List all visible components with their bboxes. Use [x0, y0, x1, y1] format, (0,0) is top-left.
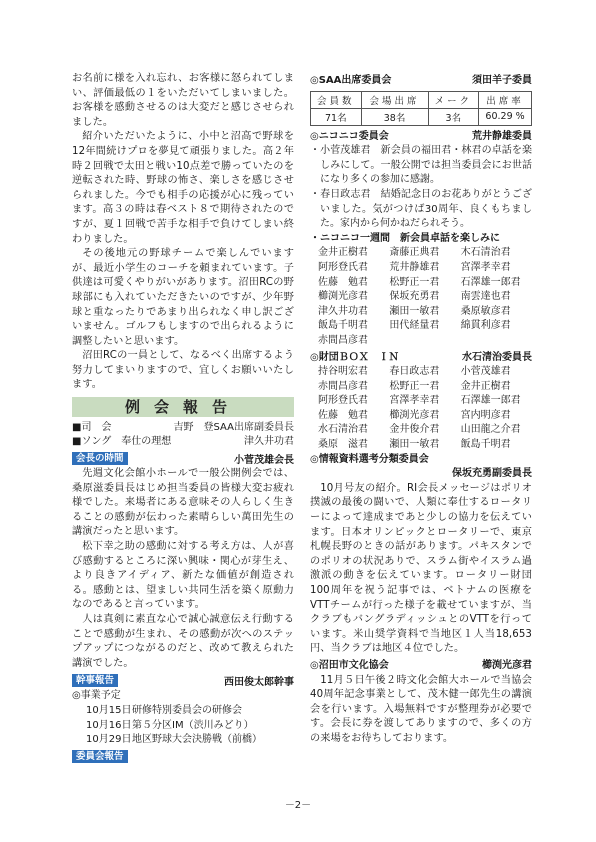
niko-heading	[310, 130, 532, 145]
report-band-heading: 例会報告	[72, 397, 294, 417]
name-entry: 桑原 滋君	[318, 439, 368, 451]
right-column	[310, 72, 532, 747]
name-entry: 櫛渕光彦君	[318, 291, 368, 303]
attendance-header-cell: 出席率	[479, 91, 532, 108]
name-entry: 佐藤 勉君	[318, 409, 368, 421]
committee-header	[72, 750, 294, 763]
box-heading	[310, 351, 532, 366]
culture-heading	[310, 659, 532, 674]
song-row	[72, 435, 294, 449]
name-entry: 飯島千明君	[460, 439, 511, 451]
schedule-title: ◎事業予定	[72, 690, 121, 702]
president-tag: 会長の時間	[72, 452, 128, 465]
niko-title: ◎ニコニコ委員会	[310, 130, 389, 142]
culture-name: 櫛渕光彦君	[482, 659, 532, 671]
info-name: 保坂充勇副委員長	[452, 468, 532, 480]
info-title: ◎情報資料選考分類委員会	[310, 453, 429, 465]
schedule-text: 地区野球大会決勝戦（前橋）	[132, 734, 262, 746]
schedule-row	[72, 704, 294, 719]
attendance-value-row	[311, 108, 532, 125]
secretary-tag: 幹事報告	[72, 674, 118, 687]
name-entry: 南雲達也君	[460, 291, 511, 303]
attendance-value-cell: 71名	[311, 108, 362, 125]
culture-paragraph: 11月５日午後２時文化会館大ホールで当協会40周年記念事業として、茂木健一郎先生の講演会を行います。入場無料ですが整理券が必要です。会長に券を渡してありますので、多くの方の来場をお待ちしております。	[310, 674, 532, 744]
name-entry: 櫛渕光彦君	[389, 409, 440, 421]
info-paragraph: 10月号友の紹介。RI会長メッセージはポリオ撲滅の最後の闘いで、人類に奉仕するロータリーによって達成まであと少しの協力を伝えています。日本オリンピックとロータリーで、東京札幌長野のときの話があります。パキスタンでのポリオの状況ありで、スラム街やイスラム過激派の動きを伝えています。ロータリー財団100周年を祝う記事では、ベトナムの医療をVTTチームが行った様子を載せていますが、当クラブもバングラディッシュとのVTTを行っています。米山奨学資料で当地区１人当18,653円、当クラブは地区４位でした。	[310, 482, 532, 655]
culture-title: ◎沼田市文化協会	[310, 659, 389, 671]
song-label: ■ソング 奉仕の理想	[72, 436, 172, 448]
attendance-header-row	[311, 91, 532, 108]
secretary-name: 西田俊太郎幹事	[224, 677, 294, 689]
schedule-date: 10月15日	[86, 704, 132, 716]
president-header	[72, 451, 294, 466]
name-entry: 持谷明宏君	[318, 366, 368, 378]
name-entry: 石澤雄一郎君	[460, 276, 521, 288]
name-entry: 宮澤孝幸君	[389, 395, 440, 407]
president-paragraph-2: 松下幸之助の感動に対する考え方は、人が喜び感動するところに深い興味・関心が芽生え、より良きアイディア、新たな価値が創造される。感動とは、望ましい共同生活を築く原動力なのであると言っています。	[72, 541, 294, 611]
chair-row	[72, 421, 294, 435]
name-entry: 春日政志君	[389, 366, 440, 378]
name-entry: 荒井静雄君	[389, 261, 440, 273]
name-entry: 金井俊介君	[389, 424, 440, 436]
box-name: 水石清治委員長	[462, 351, 532, 363]
weekly-title: ・ニコニコ一週間 新会員卓話を楽しみに	[310, 232, 500, 244]
schedule-date: 10月16日	[86, 719, 132, 731]
attendance-header-cell: メーク	[428, 91, 479, 108]
intro-paragraph-2: 紹介いただいたように、小中と沼高で野球を12年間続けプロを夢見て頑張りました。高２年時２回戦で太田と戦い10点差で勝っていたのを逆転された時、野球の怖さ、楽しさを感じさせられました。今でも相手の応援が心に残っています。高３の時は春ベスト８で期待されたのですが、夏１回戦で苦手な相手で負けてしまい終わりました。	[72, 131, 294, 245]
intro-paragraph-4: 沼田RCの一員として、なるべく出席するよう努力してまいりますので、宜しくお願いいたします。	[72, 350, 294, 391]
weekly-names-list	[310, 246, 532, 348]
left-column	[72, 72, 294, 764]
intro-paragraph-1: お名前に様を入れ忘れ、お客様に怒られてしまい、評価最低の１をいただいてしまいました。お客様を感動させるのは大変だと感じさせられました。	[72, 73, 294, 128]
name-entry: 山田龍之介君	[460, 424, 521, 436]
schedule-text: 研修特別委員会の研修会	[132, 704, 242, 716]
schedule-text: 第５分区IM（渋川みどり）	[132, 719, 254, 731]
schedule-date: 10月29日	[86, 734, 132, 746]
name-entry: 阿形登氏君	[318, 261, 368, 273]
name-entry: 宮内明彦君	[460, 409, 511, 421]
name-entry: 飯島千明君	[318, 320, 368, 332]
name-entry: 綿貫利彦君	[460, 320, 511, 332]
niko-bullet-1: ・小菅茂雄君 新会員の福田君・林君の卓話を楽しみにして。一般公開では担当委員会にお世話になり多くの参加に感謝。	[310, 145, 532, 186]
song-name: 津久井功君	[244, 436, 294, 448]
name-entry: 阿形登氏君	[318, 395, 368, 407]
attendance-value-cell: 38名	[361, 108, 428, 125]
name-entry: 田代経量君	[389, 320, 440, 332]
name-entry: 小菅茂雄君	[460, 366, 511, 378]
chair-label: ■司 会	[72, 422, 112, 434]
name-entry: 保坂充勇君	[389, 291, 440, 303]
name-entry: 赤間昌彦君	[318, 334, 368, 346]
schedule-row	[72, 733, 294, 748]
secretary-header	[72, 673, 294, 688]
niko-name: 荒井静雄委員	[472, 130, 532, 142]
president-paragraph-1: 先週文化会館小ホールで一般公開例会では、桑原滋委員長はじめ担当委員の皆様大変お疲れ様でした。来場者にある意味その人らしく生きることの感動が伝わった素晴らしい萬田先生の講演だったと思います。	[72, 468, 294, 538]
name-entry: 金井正樹君	[318, 247, 368, 259]
president-paragraph-3: 人は真剣に素直な心で誠心誠意伝え行動することで感動が生まれ、その感動が次へのステップアップにつながるのだと、改めて教えられた講演でした。	[72, 614, 294, 669]
saa-heading	[310, 74, 532, 89]
committee-tag: 委員会報告	[72, 750, 128, 763]
name-entry: 松野正一君	[389, 380, 440, 392]
name-entry: 斎藤正典君	[389, 247, 440, 259]
name-entry: 瀬田一敏君	[389, 305, 440, 317]
name-entry: 桑原敏彦君	[460, 305, 511, 317]
attendance-value-cell: 60.29 %	[479, 108, 532, 125]
name-entry: 佐藤 勉君	[318, 276, 368, 288]
name-entry: 石澤雄一郎君	[460, 395, 521, 407]
name-entry: 水石清治君	[318, 424, 368, 436]
attendance-table	[310, 91, 532, 126]
attendance-value-cell: 3名	[428, 108, 479, 125]
name-entry: 木石清治君	[460, 247, 511, 259]
box-title: ◎財団ＢＯＸ ＩＮ	[310, 351, 399, 363]
name-entry: 赤間昌彦君	[318, 380, 368, 392]
saa-title: ◎SAA出席委員会	[310, 75, 392, 86]
schedule-row	[72, 719, 294, 734]
name-entry: 金井正樹君	[460, 380, 511, 392]
name-entry: 松野正一君	[389, 276, 440, 288]
attendance-header-cell: 会場出席	[361, 91, 428, 108]
intro-paragraph-3: その後地元の野球チームで楽しんでいますが、最近小学生のコーチを頼まれています。子供達は可愛くやりがいがあります。沼田RCの野球部にも入れていただきたいのですが、少年野球と重なったりであまり出られなく申し訳ございません。ゴルフもしますので出られるように調整したいと思います。	[72, 248, 294, 347]
chair-name: 吉野 登SAA出席副委員長	[173, 422, 294, 434]
niko-bullet-2: ・春日政志君 結婚記念日のお花ありがとうございました。気がつけば30周年、良くもちました。家内から何かねだられそう。	[310, 188, 532, 230]
page-number: －2－	[284, 800, 312, 811]
name-entry: 津久井功君	[318, 305, 368, 317]
name-entry: 宮澤孝幸君	[460, 261, 511, 273]
attendance-header-cell: 会員数	[311, 91, 362, 108]
saa-name: 須田羊子委員	[472, 75, 532, 86]
president-name: 小菅茂雄会長	[234, 455, 294, 467]
box-names-list	[310, 365, 532, 453]
name-entry: 瀬田一敏君	[389, 439, 440, 451]
